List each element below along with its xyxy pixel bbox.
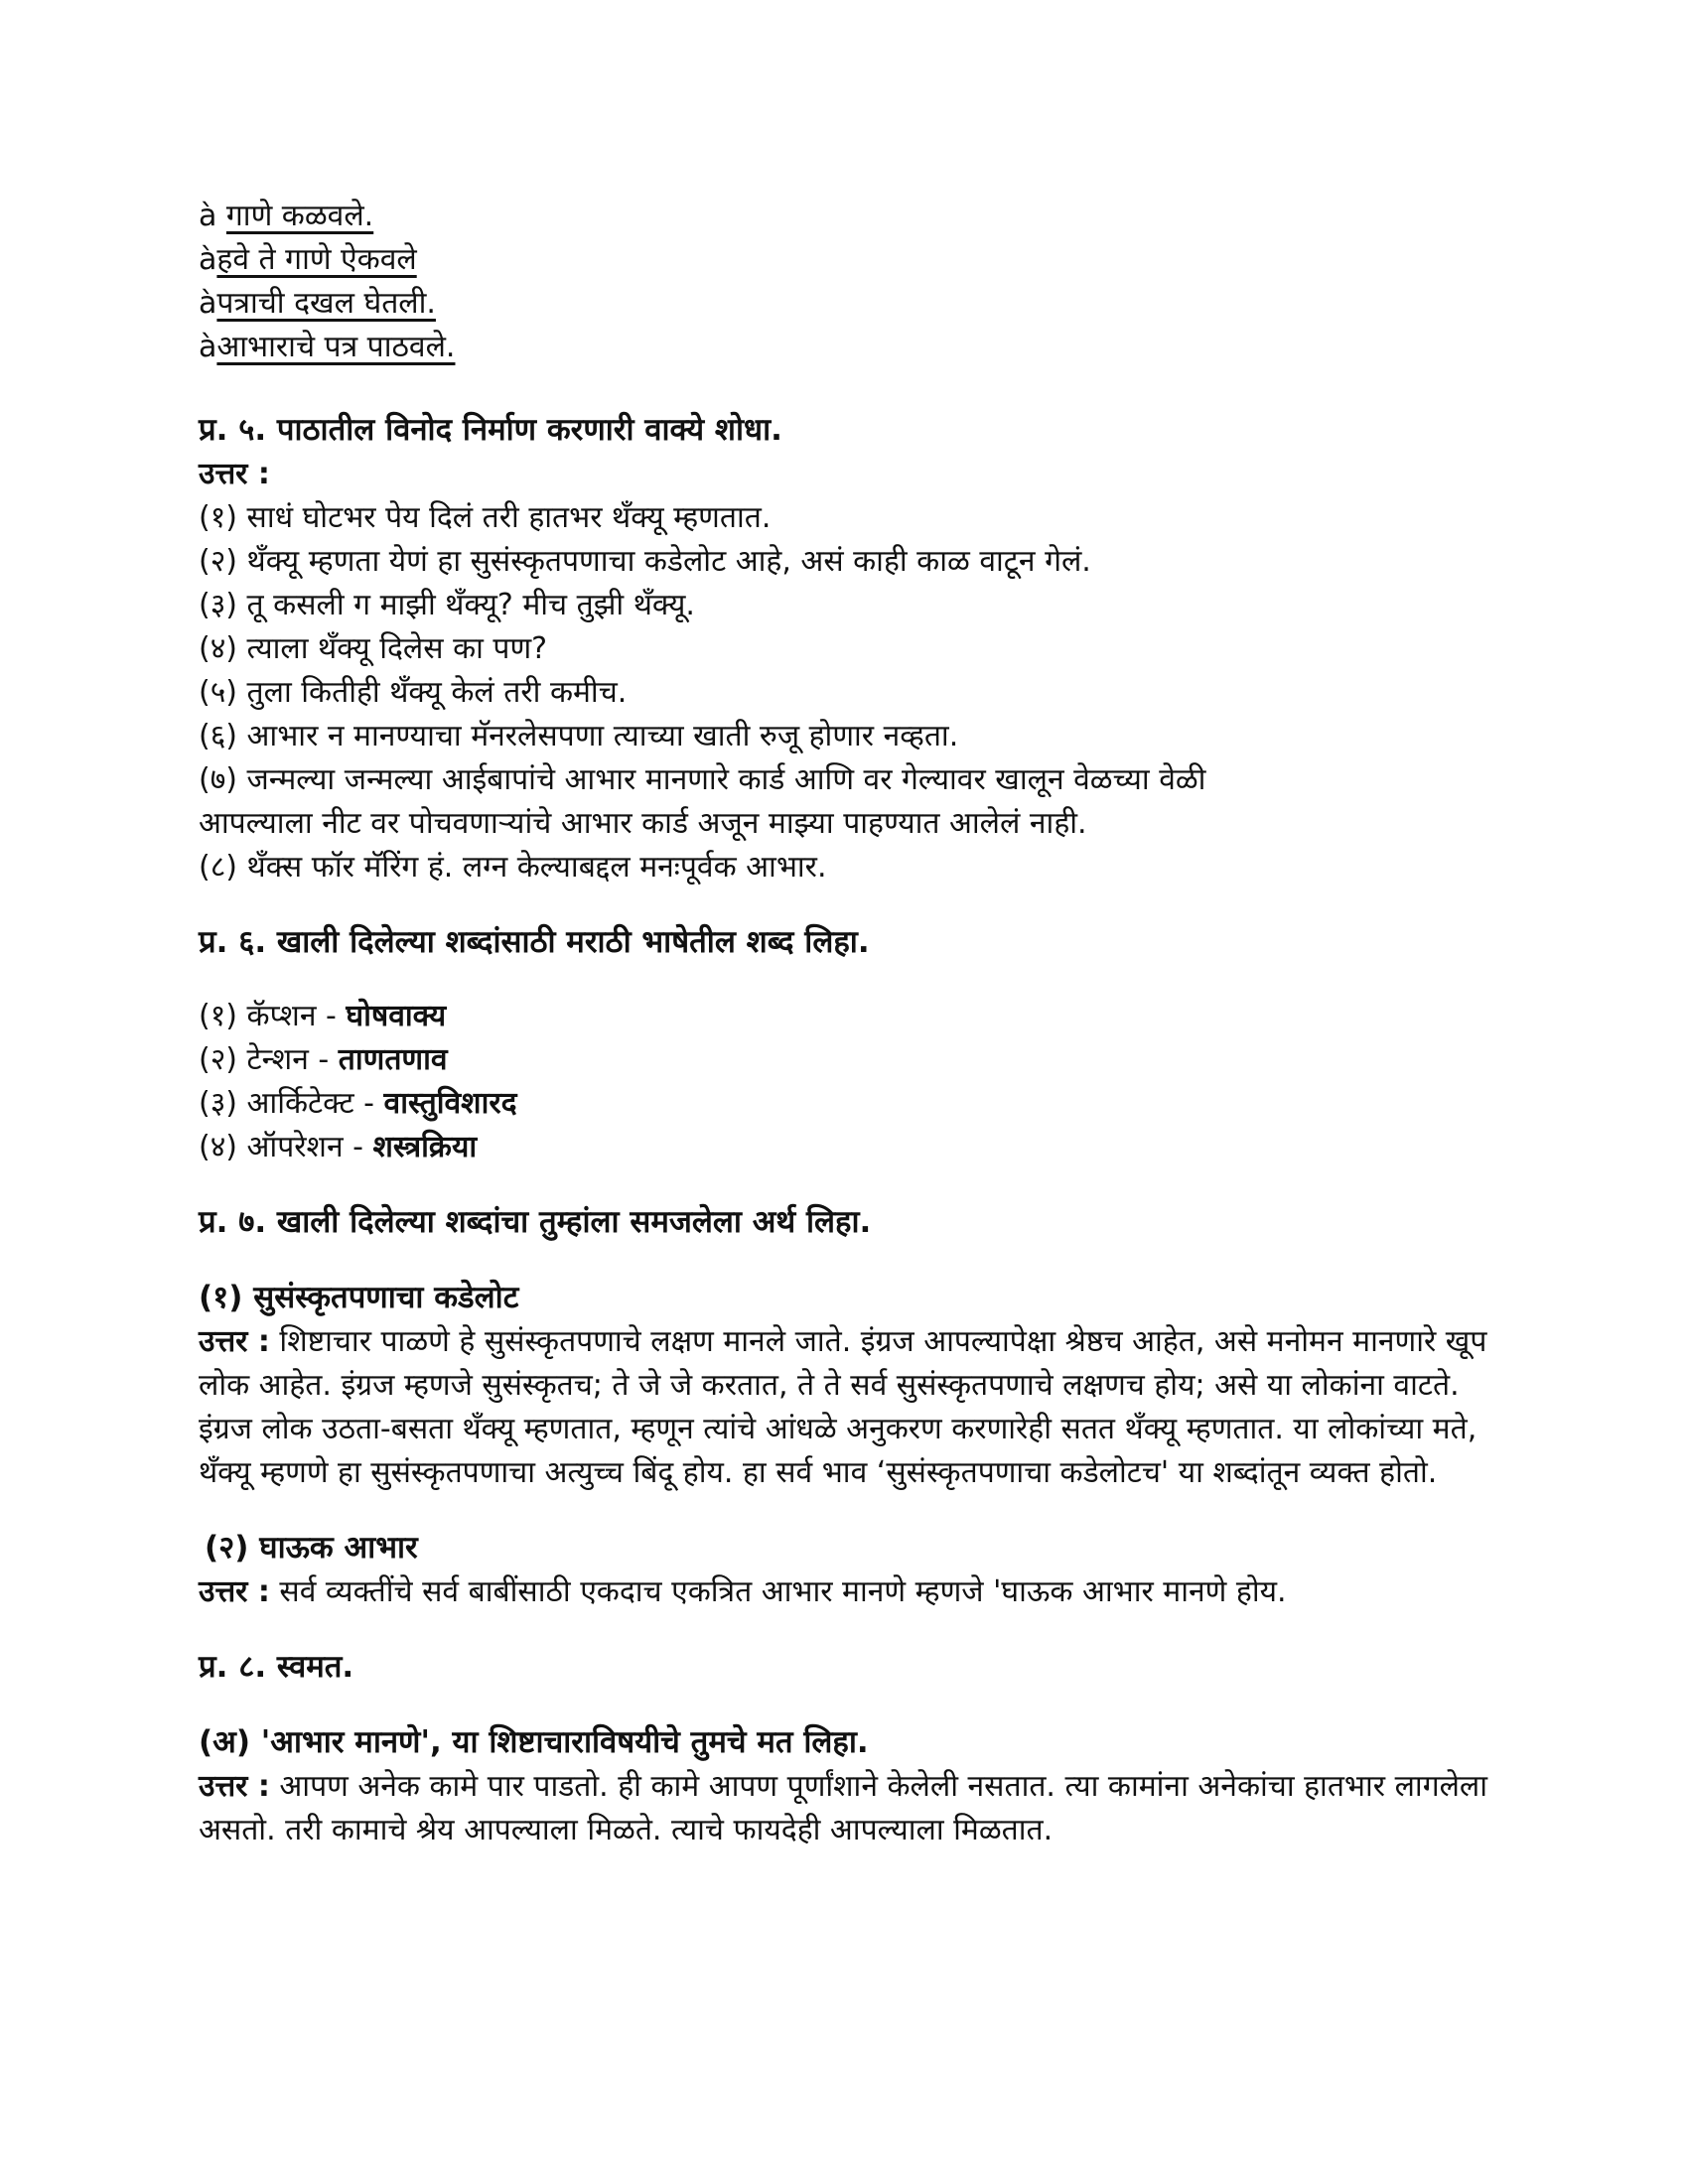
list-item bbox=[199, 282, 1519, 326]
list-item-text: गाणे कळवले. bbox=[225, 199, 374, 233]
sub-question-title: (२) घाऊक आभार bbox=[205, 1530, 418, 1566]
answer-line: आपल्याला नीट वर पोचवणाऱ्यांचे आभार कार्ड अजून माझ्या पाहण्यात आलेलं नाही. bbox=[199, 806, 1087, 841]
answer-line: (३) तू कसली ग माझी थँक्यू? मीच तुझी थँक्यू. bbox=[199, 588, 695, 622]
answer-text: सर्व व्यक्तींचे सर्व बाबींसाठी एकदाच एकत्रित आभार मानणे म्हणजे 'घाऊक आभार मानणे होय. bbox=[269, 1574, 1287, 1609]
list-item-text: आभाराचे पत्र पाठवले. bbox=[216, 330, 456, 364]
answer-label: उत्तर : bbox=[199, 457, 270, 491]
question-title: प्र. ६. खाली दिलेल्या शब्दांसाठी मराठी भाषेतील शब्द लिहा. bbox=[199, 924, 870, 960]
answer-label: उत्तर : bbox=[199, 1324, 270, 1359]
english-word: (२) टेन्शन - bbox=[199, 1042, 339, 1077]
question-7 bbox=[199, 1199, 1519, 1614]
list-marker: à bbox=[199, 330, 217, 364]
list-item bbox=[199, 195, 1519, 238]
answer-label: उत्तर : bbox=[199, 1769, 270, 1804]
word-pair bbox=[199, 995, 1519, 1038]
list-item bbox=[199, 326, 1519, 369]
answer-text: शिष्टाचार पाळणे हे सुसंस्कृतपणाचे लक्षण मानले जाते. इंग्रज आपल्यापेक्षा श्रेष्ठच आहेत, असे मनोमन मानणारे खूप लोक आहेत. इंग्रज म्हणजे सुसंस्कृतच; ते जे जे करतात, ते ते सर्व सुसंस्कृतपणाचे लक्षणच होय; असे या लोकांना वाटते. इंग्रज लोक उठता-बसता थँक्यू म्हणतात, म्हणून त्यांचे आंधळे अनुकरण करणारेही सतत थँक्यू म्हणतात. या लोकांच्या मते, थँक्यू म्हणणे हा सुसंस्कृतपणाचा अत्युच्च बिंदू होय. हा सर्व भाव ‘सुसंस्कृतपणाचा कडेलोटच' या शब्दांतून व्यक्त होतो. bbox=[199, 1324, 1487, 1490]
list-marker: à bbox=[199, 286, 217, 321]
list-item-text: हवे ते गाणे ऐकवले bbox=[216, 242, 417, 277]
word-pair bbox=[199, 1082, 1519, 1126]
list-item bbox=[199, 238, 1519, 282]
answer-paragraph bbox=[199, 1570, 1519, 1614]
word-pair bbox=[199, 1126, 1519, 1169]
answer-line: (१) साधं घोटभर पेय दिलं तरी हातभर थँक्यू म्हणतात. bbox=[199, 500, 772, 535]
question-title: प्र. ८. स्वमत. bbox=[199, 1649, 354, 1685]
answer-line: (२) थँक्यू म्हणता येणं हा सुसंस्कृतपणाचा कडेलोट आहे, असं काही काळ वाटून गेलं. bbox=[199, 544, 1091, 579]
question-title: प्र. ७. खाली दिलेल्या शब्दांचा तुम्हांला समजलेला अर्थ लिहा. bbox=[199, 1204, 872, 1240]
marathi-word: वास्तुविशारद bbox=[383, 1086, 517, 1121]
answer-line: (६) आभार न मानण्याचा मॅनरलेसपणा त्याच्या खाती रुजू होणार नव्हता. bbox=[199, 719, 959, 753]
question-5 bbox=[199, 407, 1519, 889]
list-marker: à bbox=[199, 199, 226, 233]
document-page bbox=[199, 195, 1519, 1852]
marathi-word: शस्त्रक्रिया bbox=[372, 1130, 478, 1164]
word-pair bbox=[199, 1038, 1519, 1082]
sub-question-title: (१) सुसंस्कृतपणाचा कडेलोट bbox=[199, 1280, 519, 1315]
answer-line: (८) थँक्स फॉर मॅरिंग हं. लग्न केल्याबद्दल मनःपूर्वक आभार. bbox=[199, 850, 827, 885]
marathi-word: घोषवाक्य bbox=[346, 999, 447, 1033]
question-title: प्र. ५. पाठातील विनोद निर्माण करणारी वाक्ये शोधा. bbox=[199, 412, 782, 448]
question-6 bbox=[199, 919, 1519, 1169]
list-marker: à bbox=[199, 242, 217, 277]
question-8 bbox=[199, 1644, 1519, 1852]
answer-line: (४) त्याला थँक्यू दिलेस का पण? bbox=[199, 631, 548, 666]
answer-line: (५) तुला कितीही थँक्यू केलं तरी कमीच. bbox=[199, 675, 628, 710]
answer-paragraph bbox=[199, 1320, 1519, 1495]
answer-text: आपण अनेक कामे पार पाडतो. ही कामे आपण पूर्णांशाने केलेली नसतात. त्या कामांना अनेकांचा हातभार लागलेला असतो. तरी कामाचे श्रेय आपल्याला मिळते. त्याचे फायदेही आपल्याला मिळतात. bbox=[199, 1769, 1488, 1847]
answer-label: उत्तर : bbox=[199, 1574, 270, 1609]
english-word: (३) आर्किटेक्ट - bbox=[199, 1086, 384, 1121]
list-item-text: पत्राची दखल घेतली. bbox=[216, 286, 436, 321]
answer-paragraph bbox=[199, 1765, 1519, 1852]
english-word: (४) ऑपरेशन - bbox=[199, 1130, 373, 1164]
english-word: (१) कॅप्शन - bbox=[199, 999, 347, 1033]
sub-question-title: (अ) 'आभार मानणे', या शिष्टाचाराविषयीचे तुमचे मत लिहा. bbox=[199, 1724, 869, 1760]
answer-line: (७) जन्मल्या जन्मल्या आईबापांचे आभार मानणारे कार्ड आणि वर गेल्यावर खालून वेळच्या वेळी bbox=[199, 762, 1206, 797]
marathi-word: ताणतणाव bbox=[338, 1042, 448, 1077]
intro-list bbox=[199, 195, 1519, 369]
